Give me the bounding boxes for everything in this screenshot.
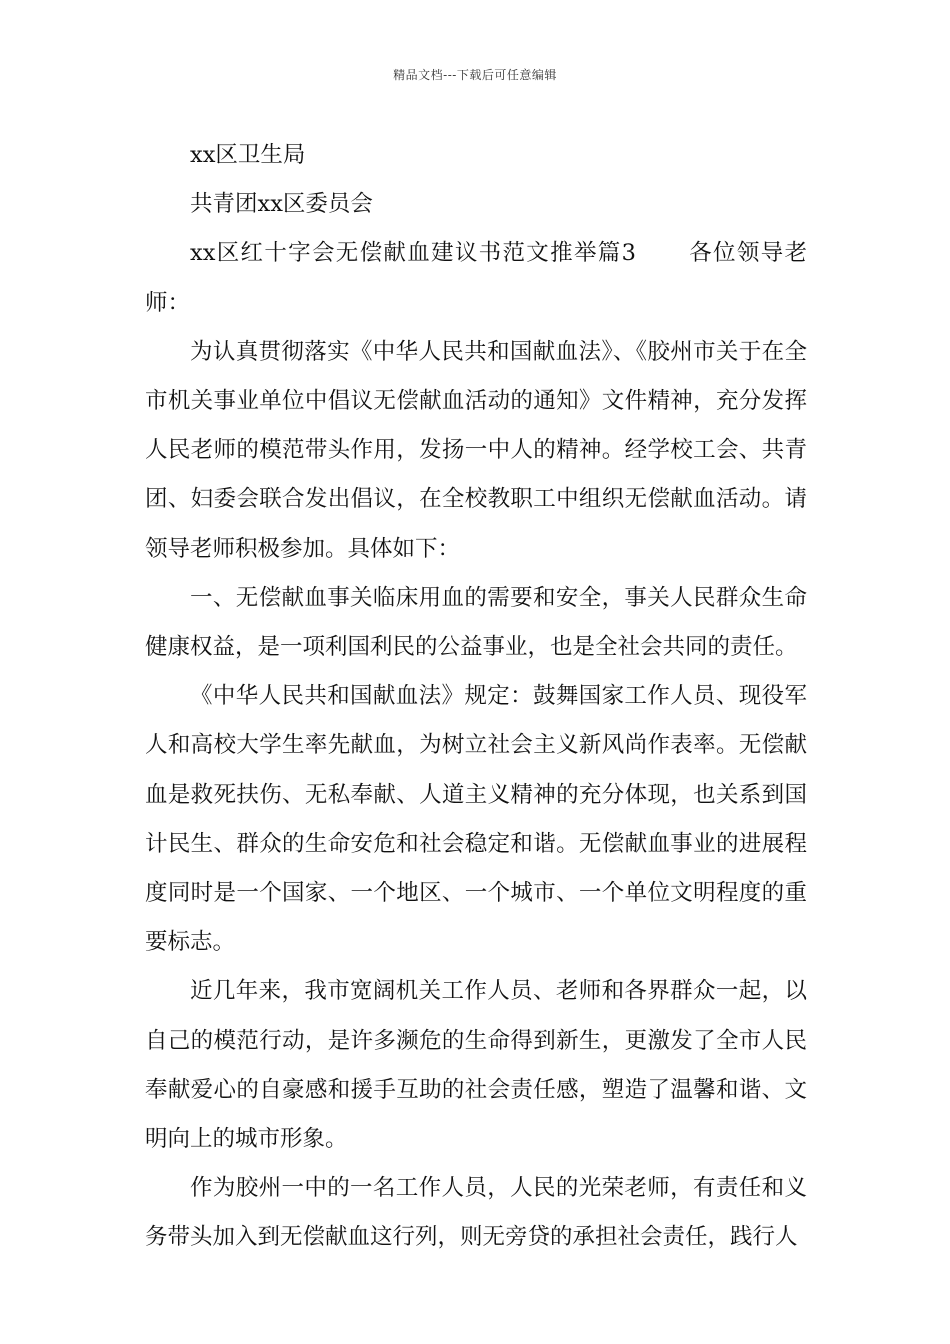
- paragraph-point-one: 一、无偿献血事关临床用血的需要和安全，事关人民群众生命健康权益，是一项利国利民的公益事业，也是全社会共同的责任。: [145, 584, 807, 661]
- salutation: 各位领导老师：: [145, 240, 807, 316]
- paragraph-law-citation: 《中华人民共和国献血法》规定：鼓舞国家工作人员、现役军人和高校大学生率先献血，为树立社会主义新风尚作表率。无偿献血是救死扶伤、无私奉献、人道主义精神的充分体现，也关系到国计民生、群众的生命安危和社会稳定和谐。无偿献血事业的进展程度同时是一个国家、一个地区、一个城市、一个单位文明程度的重要标志。: [145, 683, 807, 956]
- sender-youth-league: 共青团xx区委员会: [190, 191, 373, 218]
- document-body: [145, 131, 807, 1263]
- paragraph-responsibility: 作为胶州一中的一名工作人员，人民的光荣老师，有责任和义务带头加入到无偿献血这行列，则无旁贷的承担社会责任，践行人: [145, 1175, 807, 1251]
- sender-health-bureau: xx区卫生局: [190, 142, 306, 168]
- paragraph-intro: 为认真贯彻落实《中华人民共和国献血法》、《胶州市关于在全市机关事业单位中倡议无偿献血活动的通知》文件精神，充分发挥人民老师的模范带头作用，发扬一中人的精神。经学校工会、共青团、妇委会联合发出倡议，在全校教职工中组织无偿献血活动。请领导老师积极参加。具体如下：: [145, 338, 807, 562]
- page-header: 精品文档---下载后可任意编辑: [393, 68, 557, 82]
- section-title: xx区红十字会无偿献血建议书范文推举篇3: [190, 240, 636, 267]
- paragraph-recent-years: 近几年来，我市宽阔机关工作人员、老师和各界群众一起，以自己的模范行动，是许多濒危的生命得到新生，更激发了全市人民奉献爱心的自豪感和援手互助的社会责任感，塑造了温馨和谐、文明向上的城市形象。: [145, 978, 807, 1153]
- section-title-line: [145, 229, 807, 327]
